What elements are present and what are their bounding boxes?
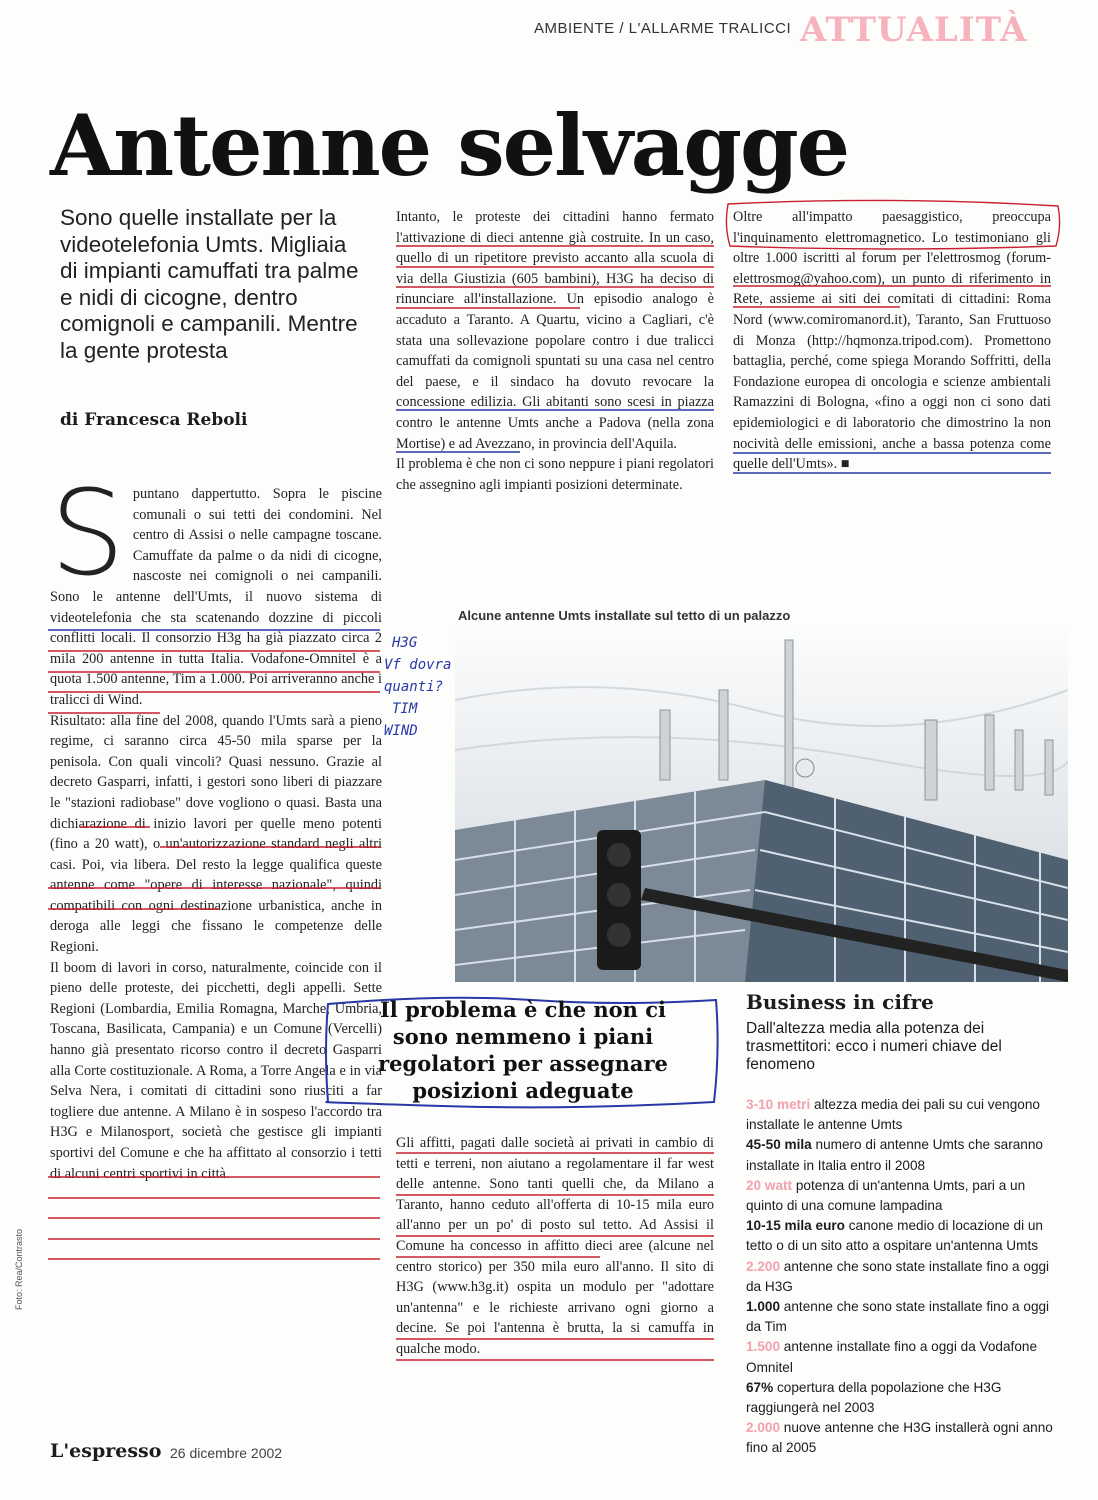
stat-text: copertura della popolazione che H3G raggiungerà nel 2003 <box>746 1379 1002 1416</box>
stat-value: 3-10 metri <box>746 1097 811 1112</box>
stat-item <box>746 1297 1056 1337</box>
pullquote-line: posizioni adeguate <box>412 1078 634 1103</box>
stat-text: antenne che sono state installate fino a oggi da Tim <box>746 1299 1050 1335</box>
pullquote <box>328 996 718 1104</box>
magazine-logo: L'espresso <box>50 1440 162 1462</box>
handwritten-line: Vf <box>384 657 410 673</box>
stat-text: antenne installate fino a oggi da Vodafone Omnitel <box>746 1339 1038 1375</box>
pullquote-line: regolatori per assegnare <box>378 1051 668 1076</box>
sidebar-stats <box>746 1095 1056 1459</box>
stat-item <box>746 1095 1056 1135</box>
deck <box>60 205 360 364</box>
stat-text: altezza media dei pali su cui vengono installate le antenne Umts <box>746 1097 1040 1133</box>
stat-text: potenza di un'antenna Umts, pari a un quinto di una comune lampadina <box>746 1177 1026 1214</box>
stat-item <box>746 1337 1056 1377</box>
stat-value: 2.200 <box>746 1258 781 1274</box>
photo-credit: Foto: Rea/Contrasto <box>14 1228 24 1310</box>
stat-value: 20 watt <box>746 1177 793 1193</box>
deck-text: Sono quelle installate per la videotelefonia Umts. Migliaia di impianti camuffati tra palme e nidi di cicogne, dentro comignoli e campanili. Mentre la gente protesta <box>60 205 359 363</box>
stat-item <box>746 1378 1056 1418</box>
article-column-2-bottom <box>396 1133 714 1360</box>
handwritten-line: H3G <box>392 635 418 651</box>
header-kicker: AMBIENTE / L'ALLARME TRALICCI <box>534 20 792 37</box>
pullquote-line: Il problema è che non ci <box>379 997 667 1022</box>
paragraph: Oltre all'impatto paesaggistico, preoccupa l'inquinamento elettromagnetico. Lo testimoniano gli oltre 1.000 iscritti al forum per l'elettrosmog (forum-elettrosmog@yahoo.com), un punto di riferimento in Rete, assieme ai siti dei comitati di cittadini: Roma Nord (www.comiromanord.it), Taranto, San Fruttuoso di Monza (http://hqmonza.tripod.com). Promettono battaglia, perché, come spiega Morando Soffritti, della Fondazione europea di oncologia e scienze ambientali Ramazzini di Bologna, «fino a oggi non ci sono dati epidemiologici e di laboratorio che dimostrino la non nocività delle emissioni, anche a bassa potenza come quelle dell'Umts». ■ <box>733 209 1051 473</box>
article-column-3 <box>733 207 1051 475</box>
pullquote-line: sono nemmeno i piani <box>392 1024 654 1049</box>
stat-item <box>746 1257 1056 1297</box>
stat-value: 67% <box>746 1379 774 1395</box>
stat-value: 1.500 <box>746 1339 781 1355</box>
stat-text: numero di antenne Umts che saranno installate in Italia entro il 2008 <box>746 1137 1043 1173</box>
photo-caption: Alcune antenne Umts installate sul tetto di un palazzo <box>458 608 791 623</box>
byline: di Francesca Reboli <box>60 410 248 430</box>
handwritten-line: WIND <box>384 723 418 739</box>
paragraph: Intanto, le proteste dei cittadini hanno fermato l'attivazione di dieci antenne già costruite. In un caso, quello di un ripetitore previsto accanto alla scuola di via della Giustizia (605 bambini), H3G ha deciso di rinunciare all'installazione. Un episodio analogo è accaduto a Taranto. A Quartu, vicino a Cagliari, c'è stata una sollevazione popolare contro i due tralicci camuffati da comignoli spuntati su una casa nel centro del paese, e il sindaco ha dovuto revocare la concessione edilizia. Gli abitanti sono scesi in piazza contro le antenne Umts anche a Padova (nella zona Mortise) e ad Avezzano, in provincia dell'Aquila. <box>396 209 714 452</box>
sidebar-intro: Dall'altezza media alla potenza dei trasmettitori: ecco i numeri chiave del fenomeno <box>746 1020 1002 1073</box>
paragraph: Risultato: alla fine del 2008, quando l'Umts sarà a pieno regime, ci saranno circa 45-50 mila sparse per la penisola. Con quali vincoli? Quasi nessuno. Grazie al decreto Gasparri, infatti, i gestori sono liberi di piazzare le "stazioni radiobase" dove vogliono o quasi. Basta una dichiarazione di inizio lavori per quelle meno potenti (fino a 20 watt), o un'autorizzazione standard negli altri casi. Poi, via libera. Del resto la legge qualifica queste antenne come "opere di interesse nazionale", quindi compatibili con ogni destinazione urbanistica, anche in deroga alle leggi che fissano le competenze delle Regioni. <box>50 712 382 956</box>
stat-value: 45-50 mila <box>746 1137 812 1153</box>
headline: Antenne selvagge <box>50 96 849 195</box>
stat-item <box>746 1176 1056 1216</box>
stat-text: canone medio di locazione di un tetto o di un sito atto a ospitare un'antenna Umts <box>746 1218 1043 1254</box>
dropcap: S <box>50 464 125 602</box>
antenna-photo <box>455 630 1068 982</box>
stat-value: 10-15 mila euro <box>746 1218 845 1234</box>
handwritten-note-text: dovra quanti? <box>384 657 452 695</box>
paragraph: Gli affitti, pagati dalle società ai privati in cambio di tetti e terreni, non aiutano a regolamentare il far west delle antenne. Sono tanti quelli che, da Milano a Taranto, hanno ceduto all'offerta di 10-15 mila euro all'anno per un po' di posto sul tetto. Ad Assisi il Comune ha concesso in affitto dieci aree (alcune nel centro storico) per 350 mila euro all'anno. Il sito di H3G (www.h3g.it) ospita un modulo per "adottare un'antenna" e le richieste arrivano ogni giorno a decine. Se poi l'antenna è brutta, la si camuffa in qualche modo. <box>396 1135 714 1357</box>
stat-item <box>746 1135 1056 1175</box>
sidebar-title: Business in cifre <box>746 990 934 1014</box>
paragraph: Il problema è che non ci sono neppure i piani regolatori che assegnino agli impianti posizioni determinate. <box>396 456 714 493</box>
stat-value: 2.000 <box>746 1420 781 1436</box>
article-column-2 <box>396 207 714 495</box>
stat-text: antenne che sono state installate fino a oggi da H3G <box>746 1258 1050 1294</box>
section-label: ATTUALITÀ <box>800 10 1028 50</box>
handwritten-note <box>380 632 500 752</box>
handwritten-line: TIM <box>392 701 418 717</box>
paragraph: puntano dappertutto. Sopra le piscine comunali o sui tetti dei condomini. Nel centro di Assisi o nelle campagne toscane. Camuffate da palme o da nidi di cicogne, nascoste nei comignoli o nei campanili. Sono le antenne dell'Umts, il nuovo sistema di videotelefonia che sta scatenando dozzine di piccoli conflitti locali. Il consorzio H3g ha già piazzato circa 2 mila 200 antenne in tutta Italia. Vodafone-Omnitel è a quota 1.500 antenne, Tim a 1.000. Poi arriveranno anche i tralicci di Wind. <box>50 486 382 708</box>
issue-date: 26 dicembre 2002 <box>170 1445 283 1461</box>
stat-item <box>746 1418 1056 1458</box>
paragraph: Il boom di lavori in corso, naturalmente, coincide con il pieno delle proteste, dei picchetti, degli appelli. Sette Regioni (Lombardia, Emilia Romagna, Marche, Umbria, Toscana, Basilicata, Campania) e un Comune (Vercelli) hanno già presentato ricorso contro il decreto Gasparri alla Corte costituzionale. A Roma, a Torre Angela e in via Selva Nera, i comitati di cittadini sono riusciti a far togliere due antenne. A Milano è in sospeso l'accordo tra H3G e Milanosport, società che gestisce gli impianti sportivi del Comune e che ha affittato al consorzio i tetti di alcuni centri sportivi in città. <box>50 959 382 1182</box>
stat-item <box>746 1216 1056 1256</box>
stat-value: 1.000 <box>746 1299 781 1315</box>
stat-text: nuove antenne che H3G installerà ogni anno fino al 2005 <box>746 1420 1053 1456</box>
